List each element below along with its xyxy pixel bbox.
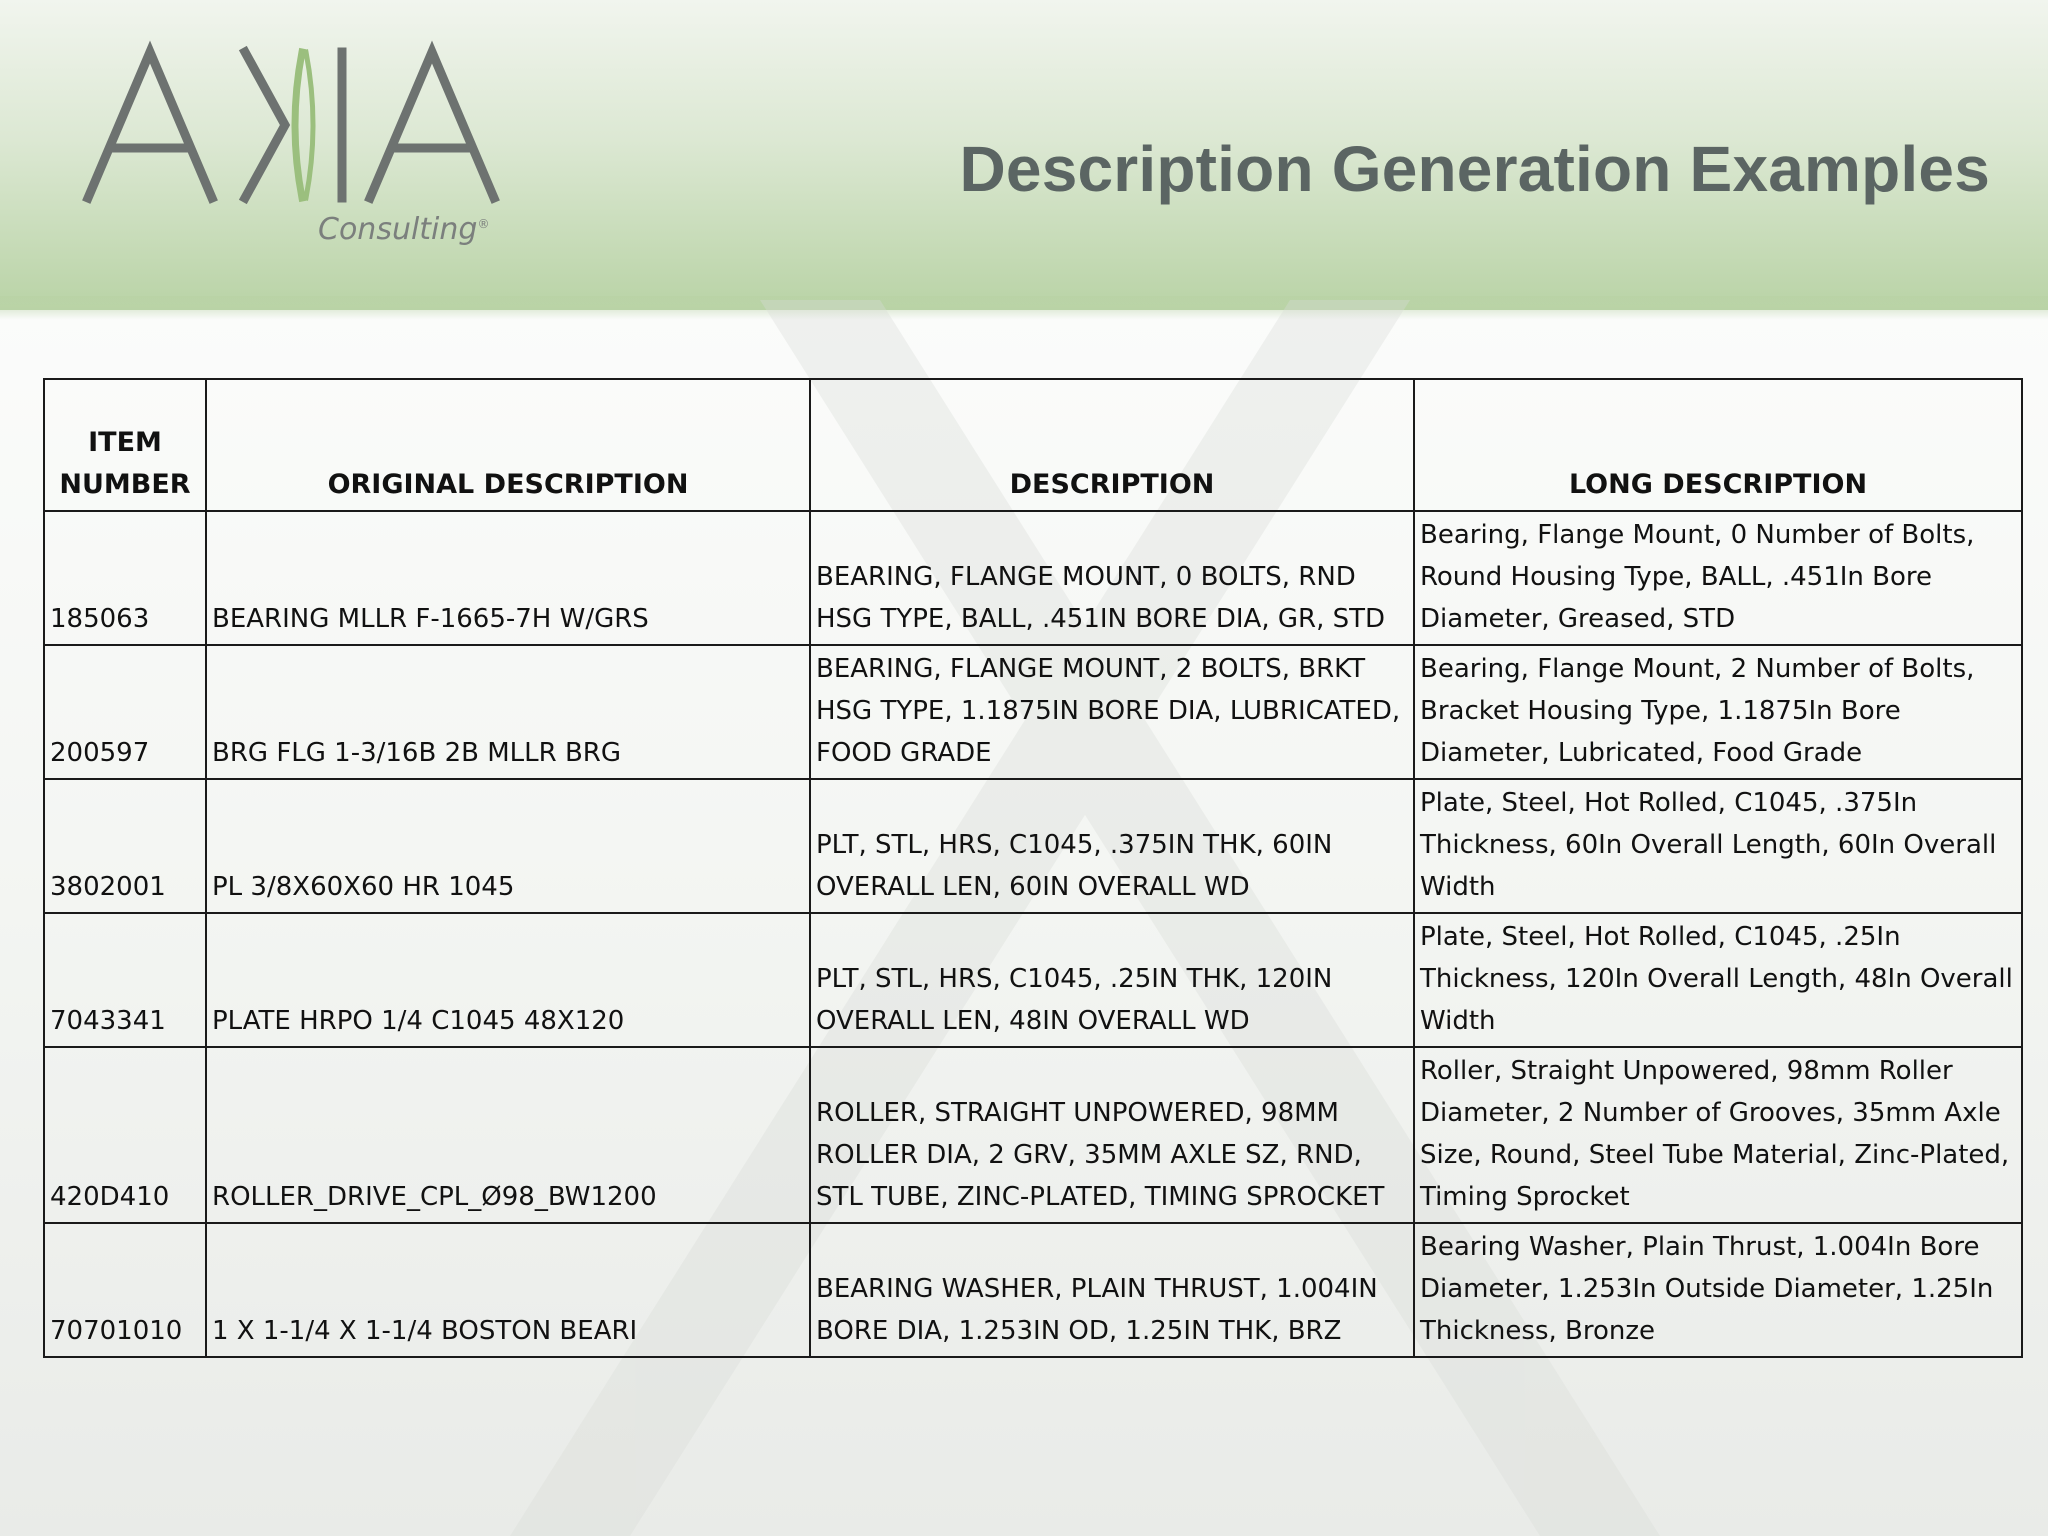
registered-mark: ® [477, 217, 490, 231]
column-header-item-number: ITEM NUMBER [44, 379, 206, 511]
table-row [44, 511, 2022, 645]
item-number-cell: 200597 [44, 645, 206, 779]
item-number-cell: 420D410 [44, 1047, 206, 1223]
original-description-cell: BEARING MLLR F-1665-7H W/GRS [206, 511, 810, 645]
description-cell: BEARING WASHER, PLAIN THRUST, 1.004IN BORE DIA, 1.253IN OD, 1.25IN THK, BRZ [810, 1223, 1414, 1357]
description-cell: ROLLER, STRAIGHT UNPOWERED, 98MM ROLLER DIA, 2 GRV, 35MM AXLE SZ, RND, STL TUBE, ZINC-PLATED, TIMING SPROCKET [810, 1047, 1414, 1223]
axia-logo [80, 40, 540, 270]
description-cell: BEARING, FLANGE MOUNT, 2 BOLTS, BRKT HSG TYPE, 1.1875IN BORE DIA, LUBRICATED, FOOD GRADE [810, 645, 1414, 779]
item-number-cell: 7043341 [44, 913, 206, 1047]
item-number-cell: 185063 [44, 511, 206, 645]
table-row [44, 779, 2022, 913]
slide-title: Description Generation Examples [959, 133, 1990, 205]
description-cell: BEARING, FLANGE MOUNT, 0 BOLTS, RND HSG TYPE, BALL, .451IN BORE DIA, GR, STD [810, 511, 1414, 645]
header-fade [0, 296, 2048, 320]
original-description-cell: ROLLER_DRIVE_CPL_Ø98_BW1200 [206, 1047, 810, 1223]
table-row [44, 645, 2022, 779]
original-description-cell: BRG FLG 1-3/16B 2B MLLR BRG [206, 645, 810, 779]
long-description-cell: Bearing, Flange Mount, 0 Number of Bolts, Round Housing Type, BALL, .451In Bore Diameter, Greased, STD [1414, 511, 2022, 645]
long-description-cell: Roller, Straight Unpowered, 98mm Roller Diameter, 2 Number of Grooves, 35mm Axle Size, Round, Steel Tube Material, Zinc-Plated, Timing Sprocket [1414, 1047, 2022, 1223]
item-number-cell: 3802001 [44, 779, 206, 913]
table-header-row [44, 379, 2022, 511]
long-description-cell: Bearing Washer, Plain Thrust, 1.004In Bore Diameter, 1.253In Outside Diameter, 1.25In Thickness, Bronze [1414, 1223, 2022, 1357]
column-header-long-description: LONG DESCRIPTION [1414, 379, 2022, 511]
table-row [44, 1047, 2022, 1223]
examples-table [43, 378, 2023, 1358]
description-cell: PLT, STL, HRS, C1045, .375IN THK, 60IN OVERALL LEN, 60IN OVERALL WD [810, 779, 1414, 913]
original-description-cell: PLATE HRPO 1/4 C1045 48X120 [206, 913, 810, 1047]
item-number-cell: 70701010 [44, 1223, 206, 1357]
original-description-cell: 1 X 1-1/4 X 1-1/4 BOSTON BEARI [206, 1223, 810, 1357]
logo-tagline-text: Consulting [318, 212, 478, 247]
long-description-cell: Plate, Steel, Hot Rolled, C1045, .25In Thickness, 120In Overall Length, 48In Overall Width [1414, 913, 2022, 1047]
logo-tagline [318, 212, 489, 247]
examples-table-wrapper [43, 378, 2021, 1358]
column-header-original-description: ORIGINAL DESCRIPTION [206, 379, 810, 511]
table-row [44, 1223, 2022, 1357]
column-header-description: DESCRIPTION [810, 379, 1414, 511]
long-description-cell: Bearing, Flange Mount, 2 Number of Bolts, Bracket Housing Type, 1.1875In Bore Diameter, Lubricated, Food Grade [1414, 645, 2022, 779]
original-description-cell: PL 3/8X60X60 HR 1045 [206, 779, 810, 913]
table-row [44, 913, 2022, 1047]
description-cell: PLT, STL, HRS, C1045, .25IN THK, 120IN OVERALL LEN, 48IN OVERALL WD [810, 913, 1414, 1047]
long-description-cell: Plate, Steel, Hot Rolled, C1045, .375In Thickness, 60In Overall Length, 60In Overall Width [1414, 779, 2022, 913]
